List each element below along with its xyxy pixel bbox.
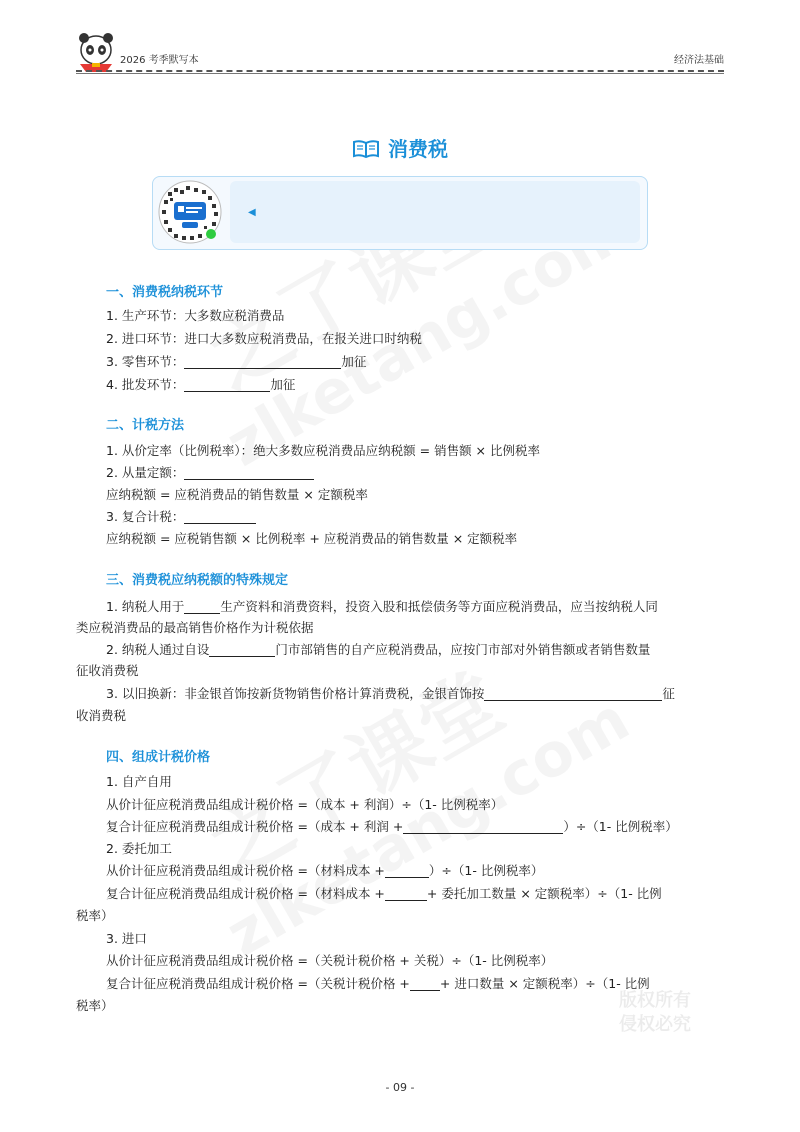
text-segment: 征 <box>662 686 675 701</box>
text-line <box>106 375 295 393</box>
fill-blank[interactable] <box>209 642 275 657</box>
book-icon <box>352 139 380 159</box>
fill-blank[interactable] <box>403 819 563 834</box>
text-segment: 门市部销售的自产应税消费品，应按门市部对外销售额或者销售数量 <box>275 642 651 657</box>
text-line: 1. 从价定率（比例税率）：绝大多数应税消费品应纳税额 = 销售额 × 比例税率 <box>106 443 540 458</box>
fill-blank[interactable] <box>385 886 427 901</box>
text-line <box>106 817 678 835</box>
text-line: 应纳税额 = 应税消费品的销售数量 × 定额税率 <box>106 487 368 502</box>
text-line: 从价计征应税消费品组成计税价格 =（关税计税价格 + 关税）÷（1- 比例税率） <box>106 953 554 968</box>
fill-blank[interactable] <box>410 976 440 991</box>
fill-blank[interactable] <box>484 686 662 701</box>
text-segment: + 进口数量 × 定额税率）÷（1- 比例 <box>439 976 650 991</box>
text-line: 税率） <box>76 998 114 1013</box>
section-heading: 二、计税方法 <box>106 418 185 433</box>
text-line: 3. 进口 <box>106 931 147 946</box>
fill-blank[interactable] <box>385 863 429 878</box>
text-line: 税率） <box>76 908 114 923</box>
play-icon[interactable]: ◀ <box>248 207 256 218</box>
header-divider <box>76 70 724 72</box>
text-line: 类应税消费品的最高销售价格作为计税依据 <box>76 620 314 635</box>
text-line <box>106 684 675 702</box>
page-title-text: 消费税 <box>388 137 448 161</box>
header-divider <box>76 73 724 74</box>
text-line <box>106 463 314 481</box>
text-line <box>106 640 650 658</box>
text-segment: 3. 以旧换新：非金银首饰按新货物销售价格计算消费税，金银首饰按 <box>106 686 485 701</box>
section-heading: 三、消费税应纳税额的特殊规定 <box>106 573 289 588</box>
text-segment: 2. 从量定额： <box>106 465 185 480</box>
text-segment: 4. 批发环节： <box>106 377 185 392</box>
header-subject: 经济法基础 <box>674 55 724 66</box>
text-line: 收消费税 <box>76 708 127 723</box>
fill-blank[interactable] <box>184 465 314 480</box>
text-segment: 1. 纳税人用于 <box>106 599 185 614</box>
audio-player[interactable] <box>230 181 640 243</box>
qr-code[interactable] <box>154 178 226 246</box>
page-title <box>0 133 800 162</box>
text-line: 2. 委托加工 <box>106 841 172 856</box>
text-segment: 2. 纳税人通过自设 <box>106 642 210 657</box>
text-segment: ）÷（1- 比例税率） <box>563 819 678 834</box>
fill-blank[interactable] <box>184 599 220 614</box>
text-segment: 3. 零售环节： <box>106 354 185 369</box>
text-segment: 复合计征应税消费品组成计税价格 =（关税计税价格 + <box>106 976 410 991</box>
section-heading: 四、组成计税价格 <box>106 750 211 765</box>
copyright-watermark: 侵权必究 <box>619 1014 691 1035</box>
text-line: 征收消费税 <box>76 663 139 678</box>
text-line: 1. 生产环节：大多数应税消费品 <box>106 308 285 323</box>
text-line: 从价计征应税消费品组成计税价格 =（成本 + 利润）÷（1- 比例税率） <box>106 797 504 812</box>
fill-blank[interactable] <box>184 377 270 392</box>
text-line <box>106 861 543 879</box>
text-segment: 加征 <box>270 377 296 392</box>
fill-blank[interactable] <box>184 354 341 369</box>
text-line <box>106 507 256 525</box>
text-segment: 从价计征应税消费品组成计税价格 =（材料成本 + <box>106 863 385 878</box>
text-segment: 3. 复合计税： <box>106 509 185 524</box>
text-line: 1. 自产自用 <box>106 774 172 789</box>
text-line <box>106 974 650 992</box>
section-heading: 一、消费税纳税环节 <box>106 285 224 300</box>
text-segment: 生产资料和消费资料，投资入股和抵偿债务等方面应税消费品，应当按纳税人同 <box>220 599 658 614</box>
copyright-watermark: 版权所有 <box>619 990 691 1011</box>
text-line <box>106 597 658 615</box>
header-book-title: 2026 考季默写本 <box>120 55 199 66</box>
text-segment: 复合计征应税消费品组成计税价格 =（材料成本 + <box>106 886 385 901</box>
text-line <box>106 884 662 902</box>
page-number: - 09 - <box>385 1081 415 1094</box>
fill-blank[interactable] <box>184 509 256 524</box>
text-segment: 加征 <box>341 354 367 369</box>
text-segment: 复合计征应税消费品组成计税价格 =（成本 + 利润 + <box>106 819 404 834</box>
text-line: 应纳税额 = 应税销售额 × 比例税率 + 应税消费品的销售数量 × 定额税率 <box>106 531 518 546</box>
text-line <box>106 352 366 370</box>
mascot-logo <box>74 28 118 74</box>
text-segment: ）÷（1- 比例税率） <box>428 863 544 878</box>
text-line: 2. 进口环节：进口大多数应税消费品，在报关进口时纳税 <box>106 331 422 346</box>
text-segment: + 委托加工数量 × 定额税率）÷（1- 比例 <box>426 886 662 901</box>
